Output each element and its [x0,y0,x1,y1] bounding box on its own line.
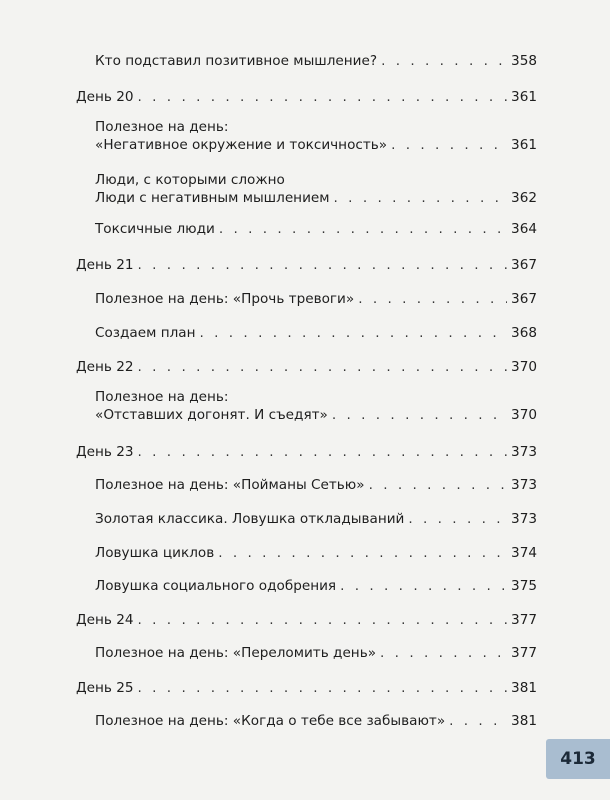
entry-title: Полезное на день: «Переломить день» [95,645,377,661]
toc-entry-day [76,443,537,461]
entry-title: Ловушка социального одобрения [95,578,337,594]
toc-entry-day [76,256,537,274]
dot-leader [408,510,507,528]
entry-page-number: 370 [511,407,537,423]
entry-page-number: 367 [511,291,537,307]
toc-entry [95,388,537,424]
entry-title: Полезное на день: «Прочь тревоги» [95,291,355,307]
entry-title: Полезное на день: «Когда о тебе все забывают» [95,713,446,729]
entry-title: День 20 [76,89,134,105]
entry-title: Токсичные люди [95,221,215,237]
toc-entry [95,290,537,308]
entry-title: День 22 [76,359,134,375]
toc-entry-day [76,611,537,629]
dot-leader [340,577,507,595]
entry-page-number: 373 [511,511,537,527]
entry-title: Золотая классика. Ловушка откладываний [95,511,405,527]
entry-page-number: 377 [511,645,537,661]
entry-page-number: 374 [511,545,537,561]
dot-leader [138,443,508,461]
entry-page-number: 381 [511,713,537,729]
toc-entry [95,577,537,595]
entry-title: День 23 [76,444,134,460]
dot-leader [138,679,508,697]
toc-entry-day [76,358,537,376]
entry-title-line: Люди, с которыми сложно [95,172,285,188]
entry-title: День 25 [76,680,134,696]
entry-title: День 21 [76,257,134,273]
toc-entry [95,171,537,207]
dot-leader [381,52,507,70]
dot-leader [218,544,507,562]
entry-page-number: 367 [511,257,537,273]
entry-title: «Отставших догонят. И съедят» [95,407,328,423]
entry-page-number: 364 [511,221,537,237]
dot-leader [200,324,508,342]
dot-leader [380,644,507,662]
dot-leader [138,256,508,274]
entry-page-number: 370 [511,359,537,375]
dot-leader [391,136,507,154]
entry-title: Ловушка циклов [95,545,215,561]
entry-page-number: 361 [511,137,537,153]
toc-entry [95,644,537,662]
toc-entry [95,544,537,562]
entry-title: Полезное на день: «Пойманы Сетью» [95,477,365,493]
entry-page-number: 373 [511,444,537,460]
toc-entry [95,712,537,730]
toc-entry [95,510,537,528]
entry-title: День 24 [76,612,134,628]
entry-page-number: 368 [511,325,537,341]
toc-entry [95,324,537,342]
entry-title-line: Полезное на день: [95,119,229,135]
entry-page-number: 361 [511,89,537,105]
dot-leader [138,88,508,106]
entry-page-number: 381 [511,680,537,696]
dot-leader [449,712,507,730]
toc-entry-day [76,88,537,106]
toc-entry [95,118,537,154]
entry-title-line: Полезное на день: [95,389,229,405]
dot-leader [334,189,508,207]
toc-entry-day [76,679,537,697]
entry-page-number: 358 [511,53,537,69]
dot-leader [332,406,507,424]
dot-leader [138,611,508,629]
entry-title: «Негативное окружение и токсичность» [95,137,388,153]
entry-page-number: 377 [511,612,537,628]
dot-leader [219,220,507,238]
toc-entry [95,52,537,70]
dot-leader [138,358,508,376]
entry-page-number: 373 [511,477,537,493]
dot-leader [358,290,507,308]
entry-title: Кто подставил позитивное мышление? [95,53,378,69]
entry-page-number: 362 [511,190,537,206]
entry-title: Люди с негативным мышлением [95,190,330,206]
entry-title: Создаем план [95,325,196,341]
entry-page-number: 375 [511,578,537,594]
dot-leader [369,476,507,494]
page-number-tab: 413 [546,739,610,779]
toc-entry [95,476,537,494]
toc-entry [95,220,537,238]
